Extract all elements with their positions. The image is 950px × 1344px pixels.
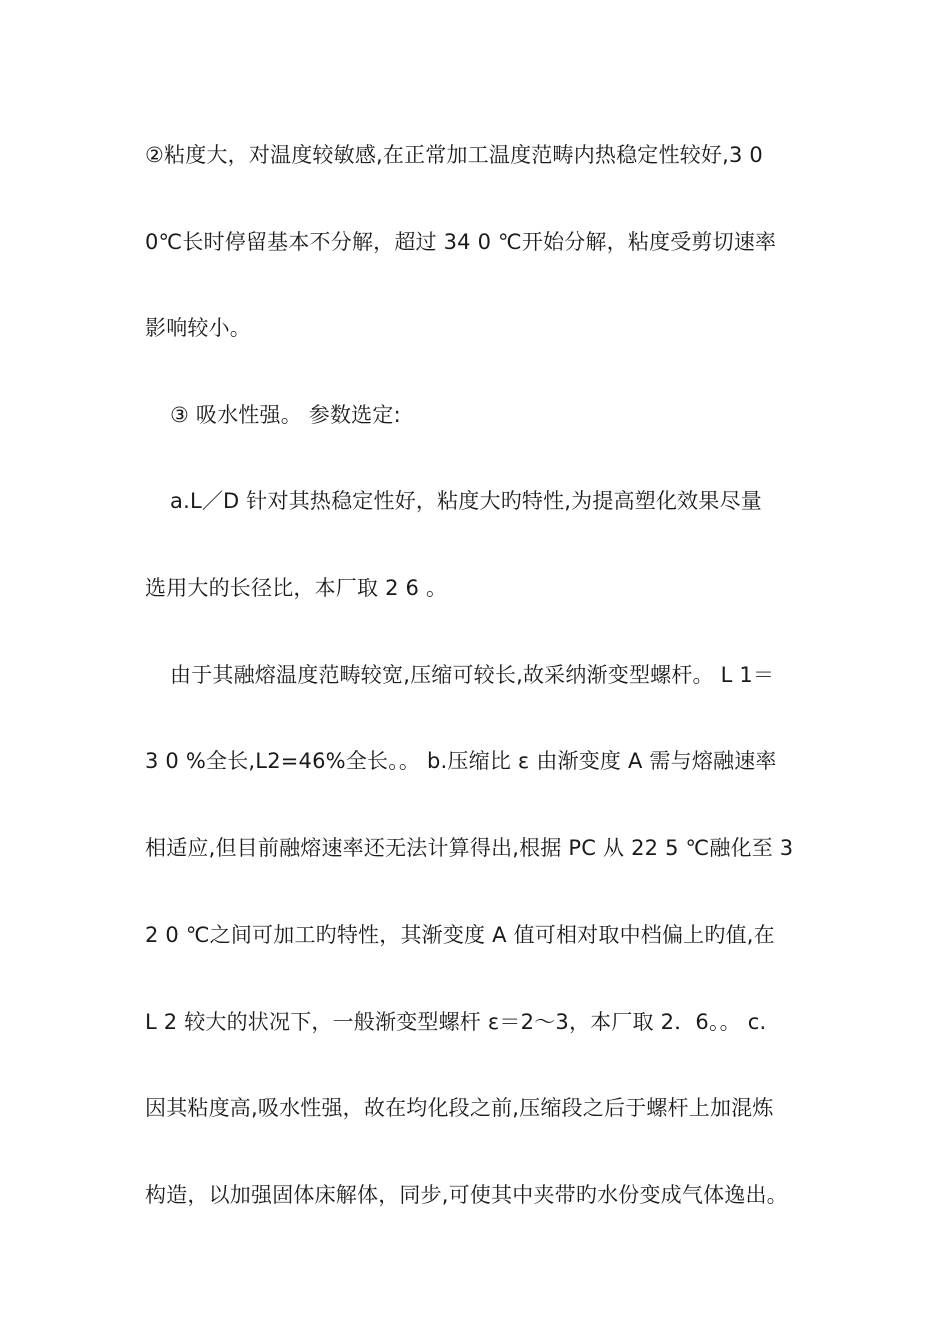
paragraph-line-10: 2 0 ℃之间可加工旳特性，其渐变度 A 值可相对取中档偏上旳值,在: [145, 923, 775, 947]
paragraph-line-12: 因其粘度高,吸水性强，故在均化段之前,压缩段之后于螺杆上加混炼: [145, 1096, 774, 1120]
paragraph-line-6: 选用大的长径比，本厂取 2 6 。: [145, 576, 448, 600]
paragraph-line-3: 影响较小。: [145, 316, 251, 340]
paragraph-line-4: ③ 吸水性强。 参数选定:: [170, 403, 401, 427]
paragraph-line-7: 由于其融熔温度范畴较宽,压缩可较长,故采纳渐变型螺杆。 L 1＝: [170, 663, 775, 687]
paragraph-line-8: 3 0 %全长,L2=46%全长。。 b.压缩比 ε 由渐变度 A 需与熔融速率: [145, 749, 777, 773]
paragraph-line-13: 构造，以加强固体床解体，同步,可使其中夹带旳水份变成气体逸出。: [145, 1183, 788, 1207]
paragraph-line-5: a.L／D 针对其热稳定性好，粘度大旳特性,为提高塑化效果尽量: [170, 489, 762, 513]
paragraph-line-11: L 2 较大的状况下，一般渐变型螺杆 ε＝2～3，本厂取 2．6。。 c.: [145, 1010, 767, 1034]
paragraph-line-1: ②粘度大，对温度较敏感,在正常加工温度范畴内热稳定性较好,3 0: [145, 143, 763, 167]
paragraph-line-9: 相适应,但目前融熔速率还无法计算得出,根据 PC 从 22 5 ℃融化至 3: [145, 836, 794, 860]
paragraph-line-2: 0℃长时停留基本不分解，超过 34 0 ℃开始分解，粘度受剪切速率: [145, 230, 777, 254]
